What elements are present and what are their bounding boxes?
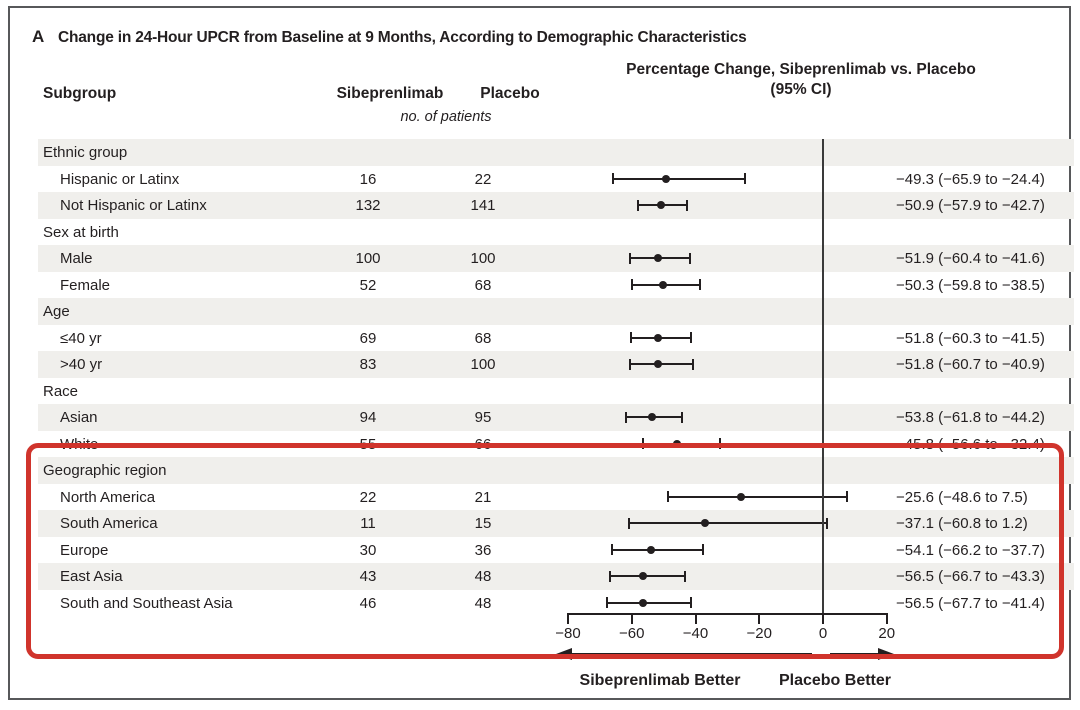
row-label: East Asia <box>60 568 123 585</box>
group-header-row <box>38 378 1074 405</box>
row-label: South and Southeast Asia <box>60 594 233 612</box>
subgroup-row <box>38 351 1074 378</box>
column-header-effect-line2: (95% CI) <box>770 81 832 98</box>
row-label: Asian <box>60 409 98 426</box>
ci-cap <box>631 279 633 290</box>
point-estimate-dot <box>659 281 667 289</box>
point-estimate-dot <box>639 572 647 580</box>
figure-frame <box>8 6 1071 700</box>
sibeprenlimab-count: 16 <box>359 170 377 188</box>
row-label: North America <box>60 488 156 506</box>
placebo-count: 36 <box>474 541 492 559</box>
row-label: ≤40 yr <box>60 329 102 347</box>
subgroup-row <box>38 431 1074 458</box>
forest-plot-rows <box>38 139 1074 616</box>
ci-cap <box>690 597 692 608</box>
sibeprenlimab-count: 46 <box>359 594 377 612</box>
row-label: Age <box>43 303 70 320</box>
ci-cap <box>699 279 701 290</box>
subgroup-row <box>38 404 1074 431</box>
subgroup-row <box>38 537 1074 564</box>
ci-cap <box>702 544 704 555</box>
point-estimate-dot <box>648 413 656 421</box>
ci-cap <box>628 518 630 529</box>
ci-value-text: −56.5 (−67.7 to −41.4) <box>896 594 1045 612</box>
placebo-count: 15 <box>474 515 492 532</box>
ci-interval-line <box>643 443 720 445</box>
ci-cap <box>744 173 746 184</box>
group-header-row <box>38 457 1074 484</box>
subgroup-row <box>38 325 1074 352</box>
ci-cap <box>684 571 686 582</box>
ci-cap <box>681 412 683 423</box>
x-axis-tick-label: −80 <box>555 625 581 642</box>
x-axis-tick <box>758 613 760 624</box>
ci-interval-line <box>610 575 685 577</box>
sibeprenlimab-better-arrow <box>570 653 812 655</box>
ci-value-text: −25.6 (−48.6 to 7.5) <box>896 488 1028 506</box>
ci-value-text: −45.8 (−56.6 to −32.4) <box>896 435 1045 453</box>
placebo-count: 100 <box>470 356 496 373</box>
sibeprenlimab-count: 30 <box>359 541 377 559</box>
x-axis-tick <box>631 613 633 624</box>
subgroup-row <box>38 484 1074 511</box>
sibeprenlimab-count: 55 <box>359 435 377 453</box>
x-axis-tick <box>567 613 569 624</box>
sibeprenlimab-count: 43 <box>359 568 377 585</box>
column-header-placebo: Placebo <box>480 85 540 102</box>
point-estimate-dot <box>657 201 665 209</box>
row-label: Geographic region <box>43 462 167 479</box>
row-label: Race <box>43 382 79 400</box>
point-estimate-dot <box>639 599 647 607</box>
point-estimate-dot <box>662 175 670 183</box>
row-label: Ethnic group <box>43 144 128 161</box>
ci-value-text: −51.9 (−60.4 to −41.6) <box>896 250 1045 267</box>
placebo-count: 22 <box>474 170 492 188</box>
x-axis-tick-label: 0 <box>818 625 828 642</box>
left-arrowhead-icon <box>556 648 572 660</box>
row-label: Female <box>60 276 111 294</box>
x-axis-tick-label: −40 <box>682 625 709 642</box>
sibeprenlimab-count: 22 <box>359 488 377 506</box>
ci-cap <box>611 544 613 555</box>
placebo-count: 68 <box>474 329 492 347</box>
ci-cap <box>692 359 694 370</box>
point-estimate-dot <box>647 546 655 554</box>
sibeprenlimab-count: 132 <box>355 197 381 214</box>
ci-cap <box>629 253 631 264</box>
point-estimate-dot <box>654 360 662 368</box>
ci-cap <box>625 412 627 423</box>
ci-cap <box>690 332 692 343</box>
ci-cap <box>612 173 614 184</box>
ci-value-text: −37.1 (−60.8 to 1.2) <box>896 515 1028 532</box>
subgroup-row <box>38 590 1074 617</box>
ci-value-text: −53.8 (−61.8 to −44.2) <box>896 409 1045 426</box>
row-label: Not Hispanic or Latinx <box>60 197 207 214</box>
row-label: >40 yr <box>60 356 103 373</box>
row-label: Hispanic or Latinx <box>60 170 180 188</box>
ci-cap <box>667 491 669 502</box>
ci-interval-line <box>607 602 691 604</box>
column-header-effect <box>601 60 1001 100</box>
x-axis-tick-label: −60 <box>619 625 645 642</box>
x-axis-tick-label: −20 <box>746 625 772 642</box>
ci-cap <box>689 253 691 264</box>
ci-cap <box>826 518 828 529</box>
sibeprenlimab-count: 52 <box>359 276 377 294</box>
group-header-row <box>38 219 1074 246</box>
subgroup-row <box>38 510 1074 537</box>
group-header-row <box>38 139 1074 166</box>
ci-interval-line <box>612 549 703 551</box>
placebo-count: 66 <box>474 435 492 453</box>
subgroup-row <box>38 245 1074 272</box>
placebo-count: 100 <box>470 250 496 267</box>
ci-cap <box>846 491 848 502</box>
panel-title: Change in 24-Hour UPCR from Baseline at 9 Months, According to Demographic Characteristics <box>58 29 747 46</box>
x-axis-tick <box>695 613 697 624</box>
patients-unit-note: no. of patients <box>400 109 492 125</box>
placebo-count: 95 <box>474 409 492 426</box>
row-label: Sex at birth <box>43 223 119 241</box>
ci-value-text: −50.3 (−59.8 to −38.5) <box>896 276 1045 294</box>
ci-cap <box>637 200 639 211</box>
ci-cap <box>686 200 688 211</box>
point-estimate-dot <box>737 493 745 501</box>
ci-value-text: −56.5 (−66.7 to −43.3) <box>896 568 1045 585</box>
ci-interval-line <box>629 522 827 524</box>
row-label: White <box>60 435 99 453</box>
ci-value-text: −50.9 (−57.9 to −42.7) <box>896 197 1045 214</box>
ci-interval-line <box>613 178 745 180</box>
ci-value-text: −54.1 (−66.2 to −37.7) <box>896 541 1045 559</box>
footer-label-sibeprenlimab-better: Sibeprenlimab Better <box>579 672 741 689</box>
x-axis-tick-label: 20 <box>878 625 896 642</box>
panel-letter: A <box>32 27 45 46</box>
subgroup-row <box>38 192 1074 219</box>
placebo-count: 48 <box>474 594 492 612</box>
sibeprenlimab-count: 11 <box>360 515 376 532</box>
placebo-better-arrow <box>830 653 880 655</box>
subgroup-row <box>38 272 1074 299</box>
x-axis-tick <box>886 613 888 624</box>
sibeprenlimab-count: 100 <box>355 250 381 267</box>
point-estimate-dot <box>654 334 662 342</box>
subgroup-row <box>38 563 1074 590</box>
row-label: Europe <box>60 541 109 559</box>
zero-reference-line <box>822 139 824 614</box>
point-estimate-dot <box>654 254 662 262</box>
ci-value-text: −51.8 (−60.3 to −41.5) <box>896 329 1045 347</box>
group-header-row <box>38 298 1074 325</box>
ci-cap <box>630 332 632 343</box>
ci-cap <box>719 438 721 449</box>
point-estimate-dot <box>673 440 681 448</box>
placebo-count: 21 <box>474 488 492 506</box>
ci-cap <box>606 597 608 608</box>
subgroup-row <box>38 166 1074 193</box>
ci-interval-line <box>668 496 847 498</box>
placebo-count: 48 <box>474 568 492 585</box>
sibeprenlimab-count: 94 <box>359 409 377 426</box>
ci-value-text: −51.8 (−60.7 to −40.9) <box>896 356 1045 373</box>
placebo-count: 68 <box>474 276 492 294</box>
column-header-effect-line1: Percentage Change, Sibeprenlimab vs. Placebo <box>626 61 976 78</box>
placebo-count: 141 <box>470 197 496 214</box>
point-estimate-dot <box>701 519 709 527</box>
x-axis-tick <box>822 613 824 624</box>
footer-label-placebo-better: Placebo Better <box>778 672 892 689</box>
column-header-subgroup: Subgroup <box>43 85 117 102</box>
sibeprenlimab-count: 83 <box>359 356 377 373</box>
right-arrowhead-icon <box>878 648 894 660</box>
sibeprenlimab-count: 69 <box>359 329 377 347</box>
ci-cap <box>609 571 611 582</box>
ci-cap <box>642 438 644 449</box>
ci-value-text: −49.3 (−65.9 to −24.4) <box>896 170 1045 188</box>
row-label: Male <box>60 250 93 267</box>
column-header-sibeprenlimab: Sibeprenlimab <box>336 85 444 102</box>
row-label: South America <box>60 515 158 532</box>
x-axis-line <box>568 613 888 615</box>
ci-cap <box>629 359 631 370</box>
